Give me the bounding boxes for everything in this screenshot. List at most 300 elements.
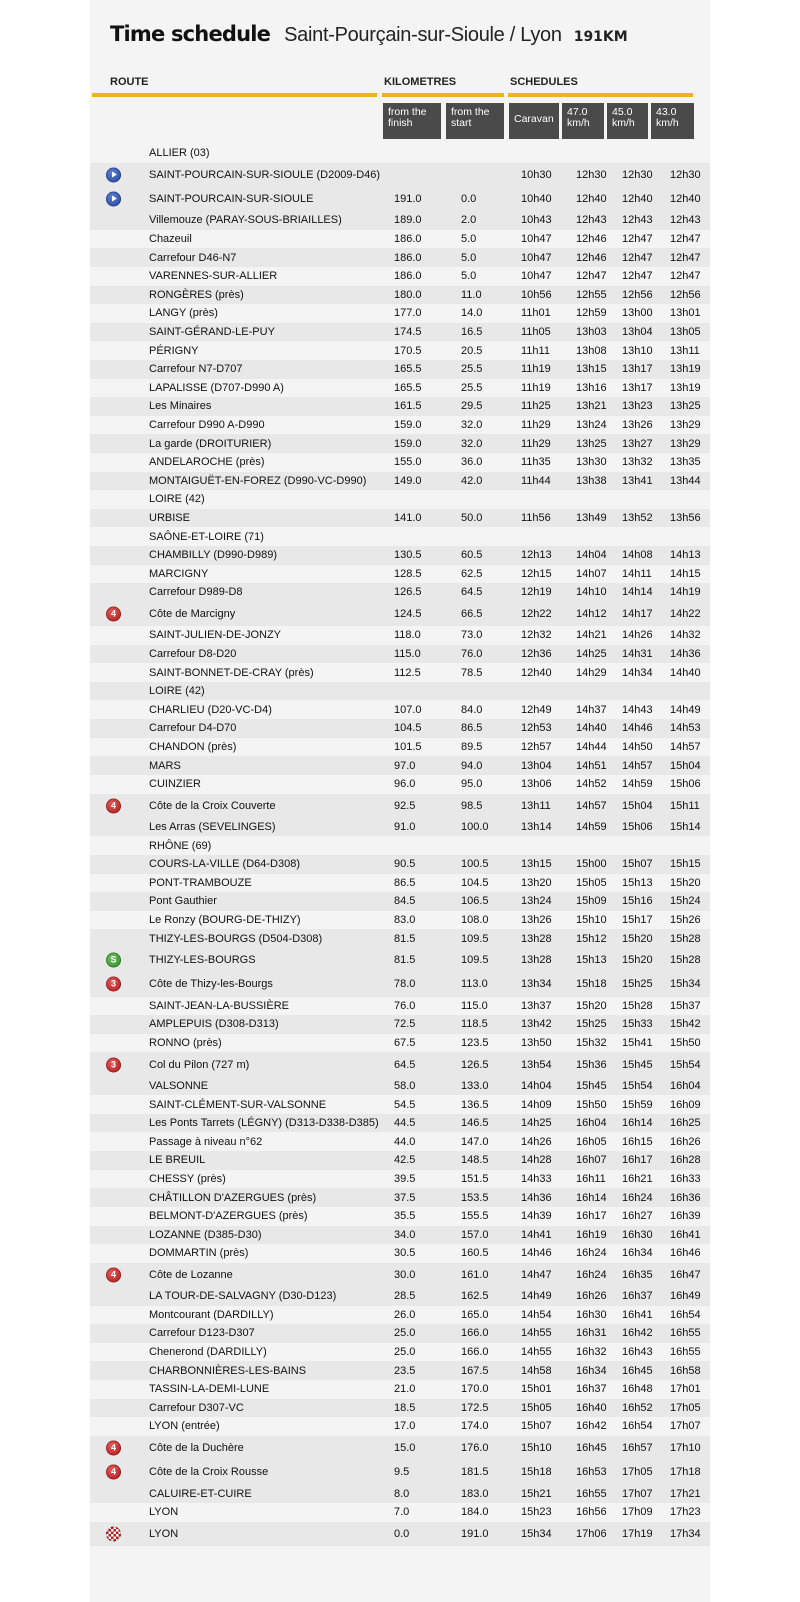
time-43-cell: 14h13 bbox=[670, 549, 701, 562]
climb-cat3-icon: 3 bbox=[106, 977, 121, 992]
time-47-cell: 16h24 bbox=[576, 1268, 607, 1281]
table-row bbox=[90, 794, 710, 818]
time-43-cell: 17h07 bbox=[670, 1420, 701, 1433]
time-47-cell: 14h44 bbox=[576, 740, 607, 753]
time-47-cell: 16h14 bbox=[576, 1191, 607, 1204]
km-from-finish-cell: 58.0 bbox=[394, 1079, 416, 1092]
km-from-finish-cell: 7.0 bbox=[394, 1506, 410, 1519]
time-47-cell: 16h11 bbox=[576, 1172, 606, 1185]
caravan-time-cell: 13h42 bbox=[521, 1018, 552, 1031]
time-47-cell: 15h36 bbox=[576, 1058, 607, 1071]
time-47-cell: 15h10 bbox=[576, 914, 607, 927]
time-47-cell: 15h00 bbox=[576, 858, 607, 871]
caravan-time-cell: 14h47 bbox=[521, 1268, 552, 1281]
time-47-cell: 12h30 bbox=[576, 168, 607, 181]
caravan-time-cell: 11h01 bbox=[521, 307, 551, 320]
caravan-time-cell: 11h29 bbox=[521, 437, 551, 450]
start-icon bbox=[106, 167, 121, 182]
location-cell: Les Ponts Tarrets (LÉGNY) (D313-D338-D385) bbox=[149, 1117, 379, 1130]
km-from-start-cell: 136.5 bbox=[461, 1098, 489, 1111]
table-row bbox=[90, 163, 710, 187]
time-45-cell: 16h42 bbox=[622, 1327, 653, 1340]
caravan-time-cell: 14h55 bbox=[521, 1346, 552, 1359]
time-45-cell: 14h50 bbox=[622, 740, 653, 753]
time-47-cell: 15h32 bbox=[576, 1037, 607, 1050]
caravan-time-cell: 14h58 bbox=[521, 1364, 552, 1377]
time-47-cell: 14h29 bbox=[576, 666, 607, 679]
time-43-cell: 16h26 bbox=[670, 1135, 701, 1148]
km-from-finish-cell: 115.0 bbox=[394, 647, 421, 660]
table-row bbox=[90, 323, 710, 342]
time-43-cell: 16h39 bbox=[670, 1210, 701, 1223]
time-45-cell: 16h34 bbox=[622, 1247, 653, 1260]
caravan-time-cell: 11h29 bbox=[521, 419, 551, 432]
km-from-finish-cell: 86.5 bbox=[394, 876, 416, 889]
col-from-start: from the start bbox=[446, 103, 504, 139]
km-from-start-cell: 86.5 bbox=[461, 722, 483, 735]
time-45-cell: 15h07 bbox=[622, 858, 653, 871]
time-43-cell: 16h55 bbox=[670, 1346, 701, 1359]
location-cell: Côte de la Duchère bbox=[149, 1441, 244, 1454]
table-row bbox=[90, 416, 710, 435]
table-row bbox=[90, 997, 710, 1016]
location-cell: SAÔNE-ET-LOIRE (71) bbox=[149, 530, 264, 543]
time-45-cell: 15h20 bbox=[622, 932, 653, 945]
table-row bbox=[90, 583, 710, 602]
table-row bbox=[90, 1077, 710, 1096]
km-from-finish-cell: 21.0 bbox=[394, 1383, 416, 1396]
time-47-cell: 13h16 bbox=[576, 381, 607, 394]
km-from-finish-cell: 130.5 bbox=[394, 549, 422, 562]
km-from-start-cell: 73.0 bbox=[461, 629, 483, 642]
time-47-cell: 12h43 bbox=[576, 214, 607, 227]
time-45-cell: 13h10 bbox=[622, 344, 653, 357]
caravan-time-cell: 13h50 bbox=[521, 1037, 552, 1050]
table-row bbox=[90, 267, 710, 286]
km-from-start-cell: 32.0 bbox=[461, 437, 483, 450]
location-cell: Col du Pilon (727 m) bbox=[149, 1058, 250, 1071]
time-43-cell: 15h24 bbox=[670, 895, 701, 908]
km-from-finish-cell: 0.0 bbox=[394, 1527, 410, 1540]
time-43-cell: 17h01 bbox=[670, 1383, 701, 1396]
time-45-cell: 16h48 bbox=[622, 1383, 653, 1396]
section-route: ROUTE bbox=[110, 76, 149, 88]
time-45-cell: 16h37 bbox=[622, 1290, 653, 1303]
time-47-cell: 13h21 bbox=[576, 400, 607, 413]
km-from-start-cell: 25.5 bbox=[461, 363, 483, 376]
km-from-finish-cell: 44.0 bbox=[394, 1135, 416, 1148]
caravan-time-cell: 12h13 bbox=[521, 549, 552, 562]
table-row bbox=[90, 682, 710, 701]
km-from-finish-cell: 25.0 bbox=[394, 1346, 416, 1359]
location-cell: LE BREUIL bbox=[149, 1154, 206, 1167]
table-row bbox=[90, 187, 710, 211]
time-45-cell: 12h56 bbox=[622, 288, 653, 301]
km-from-finish-cell: 165.5 bbox=[394, 381, 422, 394]
time-45-cell: 12h47 bbox=[622, 270, 653, 283]
km-from-start-cell: 118.5 bbox=[461, 1018, 488, 1031]
table-row bbox=[90, 719, 710, 738]
time-47-cell: 14h10 bbox=[576, 586, 607, 599]
time-schedule-sheet bbox=[90, 0, 710, 1602]
location-cell: ANDELAROCHE (près) bbox=[149, 456, 265, 469]
km-from-start-cell: 172.5 bbox=[461, 1401, 489, 1414]
time-47-cell: 15h50 bbox=[576, 1098, 607, 1111]
table-row bbox=[90, 1503, 710, 1522]
caravan-time-cell: 15h18 bbox=[521, 1466, 552, 1479]
time-43-cell: 16h49 bbox=[670, 1290, 701, 1303]
km-from-start-cell: 76.0 bbox=[461, 647, 483, 660]
location-cell: PÉRIGNY bbox=[149, 344, 199, 357]
caravan-time-cell: 11h19 bbox=[521, 381, 551, 394]
time-43-cell: 12h47 bbox=[670, 270, 701, 283]
caravan-time-cell: 13h06 bbox=[521, 778, 552, 791]
time-47-cell: 12h40 bbox=[576, 193, 607, 206]
table-row bbox=[90, 1133, 710, 1152]
time-45-cell: 16h24 bbox=[622, 1191, 653, 1204]
table-row bbox=[90, 472, 710, 491]
time-45-cell: 16h15 bbox=[622, 1135, 653, 1148]
time-47-cell: 12h46 bbox=[576, 233, 607, 246]
location-cell: LOZANNE (D385-D30) bbox=[149, 1228, 262, 1241]
time-45-cell: 13h26 bbox=[622, 419, 653, 432]
table-row bbox=[90, 341, 710, 360]
caravan-time-cell: 12h57 bbox=[521, 740, 552, 753]
time-47-cell: 16h31 bbox=[576, 1327, 607, 1340]
km-from-start-cell: 151.5 bbox=[461, 1172, 489, 1185]
km-from-finish-cell: 174.5 bbox=[394, 326, 422, 339]
time-43-cell: 15h28 bbox=[670, 954, 701, 967]
time-47-cell: 16h19 bbox=[576, 1228, 607, 1241]
km-from-start-cell: 89.5 bbox=[461, 740, 483, 753]
location-cell: Côte de la Croix Couverte bbox=[149, 799, 276, 812]
km-from-finish-cell: 83.0 bbox=[394, 914, 416, 927]
km-from-finish-cell: 9.5 bbox=[394, 1466, 410, 1479]
time-45-cell: 13h52 bbox=[622, 512, 653, 525]
table-row bbox=[90, 855, 710, 874]
time-43-cell: 13h01 bbox=[670, 307, 701, 320]
km-from-start-cell: 174.0 bbox=[461, 1420, 489, 1433]
km-from-finish-cell: 64.5 bbox=[394, 1058, 416, 1071]
sprint-icon: S bbox=[106, 953, 121, 968]
km-from-finish-cell: 155.0 bbox=[394, 456, 422, 469]
location-cell: AMPLEPUIS (D308-D313) bbox=[149, 1018, 279, 1031]
table-row bbox=[90, 565, 710, 584]
time-45-cell: 13h41 bbox=[622, 474, 653, 487]
location-cell: Carrefour D989-D8 bbox=[149, 586, 243, 599]
caravan-time-cell: 12h36 bbox=[521, 647, 552, 660]
location-cell: Carrefour N7-D707 bbox=[149, 363, 243, 376]
time-45-cell: 13h23 bbox=[622, 400, 653, 413]
table-row bbox=[90, 1207, 710, 1226]
km-from-start-cell: 148.5 bbox=[461, 1154, 489, 1167]
time-43-cell: 15h28 bbox=[670, 932, 701, 945]
table-row bbox=[90, 818, 710, 837]
location-cell: ALLIER (03) bbox=[149, 147, 210, 160]
km-from-start-cell: 36.0 bbox=[461, 456, 483, 469]
title-bar bbox=[110, 22, 628, 52]
time-45-cell: 14h31 bbox=[622, 647, 653, 660]
time-43-cell: 15h37 bbox=[670, 999, 701, 1012]
caravan-time-cell: 13h15 bbox=[521, 858, 552, 871]
location-cell: Côte de Thizy-les-Bourgs bbox=[149, 978, 273, 991]
caravan-time-cell: 15h34 bbox=[521, 1527, 552, 1540]
km-from-start-cell: 62.5 bbox=[461, 567, 483, 580]
km-from-finish-cell: 17.0 bbox=[394, 1420, 416, 1433]
km-from-finish-cell: 44.5 bbox=[394, 1117, 416, 1130]
km-from-finish-cell: 161.5 bbox=[394, 400, 422, 413]
location-cell: LOIRE (42) bbox=[149, 493, 205, 506]
time-45-cell: 14h08 bbox=[622, 549, 653, 562]
km-from-start-cell: 78.5 bbox=[461, 666, 483, 679]
time-43-cell: 13h29 bbox=[670, 419, 701, 432]
time-45-cell: 14h34 bbox=[622, 666, 653, 679]
table-row bbox=[90, 602, 710, 626]
km-from-start-cell: 84.0 bbox=[461, 703, 483, 716]
km-from-start-cell: 95.0 bbox=[461, 778, 483, 791]
climb-cat4-icon: 4 bbox=[106, 1267, 121, 1282]
location-cell: Chazeuil bbox=[149, 233, 192, 246]
km-from-start-cell: 66.5 bbox=[461, 607, 483, 620]
time-43-cell: 15h34 bbox=[670, 978, 701, 991]
caravan-time-cell: 11h05 bbox=[521, 326, 551, 339]
location-cell: LANGY (près) bbox=[149, 307, 218, 320]
caravan-time-cell: 14h46 bbox=[521, 1247, 552, 1260]
page-title: Time schedule bbox=[110, 22, 271, 46]
time-43-cell: 12h30 bbox=[670, 168, 701, 181]
time-45-cell: 15h28 bbox=[622, 999, 653, 1012]
time-43-cell: 13h05 bbox=[670, 326, 701, 339]
time-43-cell: 14h40 bbox=[670, 666, 701, 679]
km-from-finish-cell: 54.5 bbox=[394, 1098, 416, 1111]
time-47-cell: 15h09 bbox=[576, 895, 607, 908]
time-45-cell: 12h30 bbox=[622, 168, 653, 181]
time-45-cell: 16h27 bbox=[622, 1210, 653, 1223]
table-row bbox=[90, 663, 710, 682]
time-43-cell: 17h23 bbox=[670, 1506, 701, 1519]
time-43-cell: 17h18 bbox=[670, 1466, 701, 1479]
table-row bbox=[90, 360, 710, 379]
km-from-finish-cell: 177.0 bbox=[394, 307, 422, 320]
km-from-finish-cell: 96.0 bbox=[394, 778, 416, 791]
time-47-cell: 16h37 bbox=[576, 1383, 607, 1396]
time-47-cell: 16h40 bbox=[576, 1401, 607, 1414]
time-47-cell: 13h03 bbox=[576, 326, 607, 339]
time-43-cell: 12h43 bbox=[670, 214, 701, 227]
table-row bbox=[90, 286, 710, 305]
location-cell: Villemouze (PARAY-SOUS-BRIAILLES) bbox=[149, 214, 342, 227]
caravan-time-cell: 10h47 bbox=[521, 233, 552, 246]
location-cell: Carrefour D307-VC bbox=[149, 1401, 244, 1414]
km-from-start-cell: 166.0 bbox=[461, 1346, 489, 1359]
time-43-cell: 17h34 bbox=[670, 1527, 701, 1540]
location-cell: BELMONT-D'AZERGUES (près) bbox=[149, 1210, 308, 1223]
location-cell: MONTAIGUËT-EN-FOREZ (D990-VC-D990) bbox=[149, 474, 367, 487]
time-43-cell: 17h05 bbox=[670, 1401, 701, 1414]
km-from-start-cell: 32.0 bbox=[461, 419, 483, 432]
time-45-cell: 16h54 bbox=[622, 1420, 653, 1433]
climb-cat3-icon: 3 bbox=[106, 1057, 121, 1072]
location-cell: CHAMBILLY (D990-D989) bbox=[149, 549, 277, 562]
km-from-finish-cell: 186.0 bbox=[394, 270, 422, 283]
location-cell: Passage à niveau n°62 bbox=[149, 1135, 263, 1148]
caravan-time-cell: 15h01 bbox=[521, 1383, 552, 1396]
km-from-finish-cell: 39.5 bbox=[394, 1172, 416, 1185]
caravan-time-cell: 13h34 bbox=[521, 978, 552, 991]
km-from-start-cell: 60.5 bbox=[461, 549, 483, 562]
table-row bbox=[90, 490, 710, 509]
km-from-start-cell: 183.0 bbox=[461, 1487, 489, 1500]
table-row bbox=[90, 1052, 710, 1076]
location-cell: CALUIRE-ET-CUIRE bbox=[149, 1487, 252, 1500]
table-row bbox=[90, 892, 710, 911]
caravan-time-cell: 15h23 bbox=[521, 1506, 552, 1519]
caravan-time-cell: 12h19 bbox=[521, 586, 552, 599]
location-cell: CHESSY (près) bbox=[149, 1172, 226, 1185]
time-43-cell: 14h32 bbox=[670, 629, 701, 642]
table-row bbox=[90, 434, 710, 453]
table-row bbox=[90, 1399, 710, 1418]
time-45-cell: 15h04 bbox=[622, 799, 653, 812]
time-43-cell: 16h47 bbox=[670, 1268, 701, 1281]
km-from-start-cell: 29.5 bbox=[461, 400, 483, 413]
km-from-finish-cell: 72.5 bbox=[394, 1018, 416, 1031]
km-from-start-cell: 5.0 bbox=[461, 251, 477, 264]
caravan-time-cell: 12h32 bbox=[521, 629, 552, 642]
time-43-cell: 14h36 bbox=[670, 647, 701, 660]
caravan-time-cell: 15h10 bbox=[521, 1441, 552, 1454]
location-cell: RONGÈRES (près) bbox=[149, 288, 244, 301]
time-45-cell: 16h57 bbox=[622, 1441, 653, 1454]
time-45-cell: 14h14 bbox=[622, 586, 653, 599]
km-from-start-cell: 160.5 bbox=[461, 1247, 489, 1260]
time-43-cell: 15h15 bbox=[670, 858, 701, 871]
caravan-time-cell: 10h56 bbox=[521, 288, 552, 301]
km-from-finish-cell: 101.5 bbox=[394, 740, 422, 753]
time-47-cell: 15h13 bbox=[576, 954, 607, 967]
time-47-cell: 16h32 bbox=[576, 1346, 607, 1359]
table-row bbox=[90, 1034, 710, 1053]
time-45-cell: 14h26 bbox=[622, 629, 653, 642]
km-from-start-cell: 162.5 bbox=[461, 1290, 489, 1303]
time-45-cell: 12h40 bbox=[622, 193, 653, 206]
time-43-cell: 16h41 bbox=[670, 1228, 701, 1241]
caravan-time-cell: 13h04 bbox=[521, 759, 552, 772]
time-47-cell: 16h05 bbox=[576, 1135, 607, 1148]
caravan-time-cell: 14h28 bbox=[521, 1154, 552, 1167]
time-45-cell: 17h09 bbox=[622, 1506, 653, 1519]
km-from-finish-cell: 141.0 bbox=[394, 512, 422, 525]
time-45-cell: 16h52 bbox=[622, 1401, 653, 1414]
time-45-cell: 14h59 bbox=[622, 778, 653, 791]
km-from-finish-cell: 37.5 bbox=[394, 1191, 416, 1204]
km-from-finish-cell: 35.5 bbox=[394, 1210, 416, 1223]
time-47-cell: 13h38 bbox=[576, 474, 607, 487]
caravan-time-cell: 11h25 bbox=[521, 400, 551, 413]
time-47-cell: 14h07 bbox=[576, 567, 607, 580]
location-cell: Carrefour D123-D307 bbox=[149, 1327, 255, 1340]
km-from-start-cell: 64.5 bbox=[461, 586, 483, 599]
time-47-cell: 16h24 bbox=[576, 1247, 607, 1260]
table-row bbox=[90, 1287, 710, 1306]
route-underline bbox=[92, 93, 377, 97]
location-cell: Côte de Lozanne bbox=[149, 1268, 233, 1281]
km-from-start-cell: 113.0 bbox=[461, 978, 488, 991]
km-from-start-cell: 123.5 bbox=[461, 1037, 489, 1050]
time-43-cell: 12h56 bbox=[670, 288, 701, 301]
table-row bbox=[90, 397, 710, 416]
km-from-start-cell: 184.0 bbox=[461, 1506, 489, 1519]
time-45-cell: 15h33 bbox=[622, 1018, 653, 1031]
caravan-time-cell: 14h09 bbox=[521, 1098, 552, 1111]
location-cell: LYON (entrée) bbox=[149, 1420, 220, 1433]
time-45-cell: 13h27 bbox=[622, 437, 653, 450]
caravan-time-cell: 11h35 bbox=[521, 456, 551, 469]
location-cell: La garde (DROITURIER) bbox=[149, 437, 272, 450]
time-47-cell: 14h57 bbox=[576, 799, 607, 812]
table-row bbox=[90, 1380, 710, 1399]
time-47-cell: 16h34 bbox=[576, 1364, 607, 1377]
climb-cat4-icon: 4 bbox=[106, 798, 121, 813]
location-cell: THIZY-LES-BOURGS bbox=[149, 954, 256, 967]
table-row bbox=[90, 701, 710, 720]
table-row bbox=[90, 738, 710, 757]
time-43-cell: 17h21 bbox=[670, 1487, 701, 1500]
km-from-start-cell: 100.5 bbox=[461, 858, 489, 871]
time-45-cell: 16h14 bbox=[622, 1117, 653, 1130]
col-caravan: Caravan bbox=[509, 103, 559, 139]
table-row bbox=[90, 1170, 710, 1189]
km-from-finish-cell: 18.5 bbox=[394, 1401, 416, 1414]
time-43-cell: 12h47 bbox=[670, 233, 701, 246]
caravan-time-cell: 14h04 bbox=[521, 1079, 552, 1092]
km-from-start-cell: 157.0 bbox=[461, 1228, 489, 1241]
time-45-cell: 13h17 bbox=[622, 381, 653, 394]
time-45-cell: 15h45 bbox=[622, 1058, 653, 1071]
caravan-time-cell: 15h07 bbox=[521, 1420, 552, 1433]
caravan-time-cell: 11h11 bbox=[521, 344, 550, 357]
km-from-start-cell: 133.0 bbox=[461, 1079, 489, 1092]
location-cell: SAINT-BONNET-DE-CRAY (près) bbox=[149, 666, 314, 679]
table-row bbox=[90, 248, 710, 267]
km-from-finish-cell: 15.0 bbox=[394, 1441, 416, 1454]
table-row bbox=[90, 453, 710, 472]
km-from-finish-cell: 159.0 bbox=[394, 437, 422, 450]
km-from-start-cell: 176.0 bbox=[461, 1441, 489, 1454]
time-45-cell: 13h04 bbox=[622, 326, 653, 339]
time-47-cell: 13h49 bbox=[576, 512, 607, 525]
caravan-time-cell: 13h26 bbox=[521, 914, 552, 927]
km-from-start-cell: 170.0 bbox=[461, 1383, 489, 1396]
stage-distance: 191KM bbox=[573, 29, 628, 45]
km-from-start-cell: 146.5 bbox=[461, 1117, 489, 1130]
km-from-finish-cell: 90.5 bbox=[394, 858, 416, 871]
time-43-cell: 15h04 bbox=[670, 759, 701, 772]
time-43-cell: 16h25 bbox=[670, 1117, 701, 1130]
time-43-cell: 14h15 bbox=[670, 567, 701, 580]
time-47-cell: 16h26 bbox=[576, 1290, 607, 1303]
km-from-finish-cell: 84.5 bbox=[394, 895, 416, 908]
caravan-time-cell: 15h05 bbox=[521, 1401, 552, 1414]
km-from-finish-cell: 30.5 bbox=[394, 1247, 416, 1260]
location-cell: CHÂTILLON D'AZERGUES (près) bbox=[149, 1191, 317, 1204]
time-47-cell: 13h08 bbox=[576, 344, 607, 357]
time-43-cell: 15h42 bbox=[670, 1018, 701, 1031]
km-from-finish-cell: 124.5 bbox=[394, 607, 422, 620]
caravan-time-cell: 15h21 bbox=[521, 1487, 552, 1500]
km-from-finish-cell: 30.0 bbox=[394, 1268, 416, 1281]
caravan-time-cell: 13h37 bbox=[521, 999, 552, 1012]
